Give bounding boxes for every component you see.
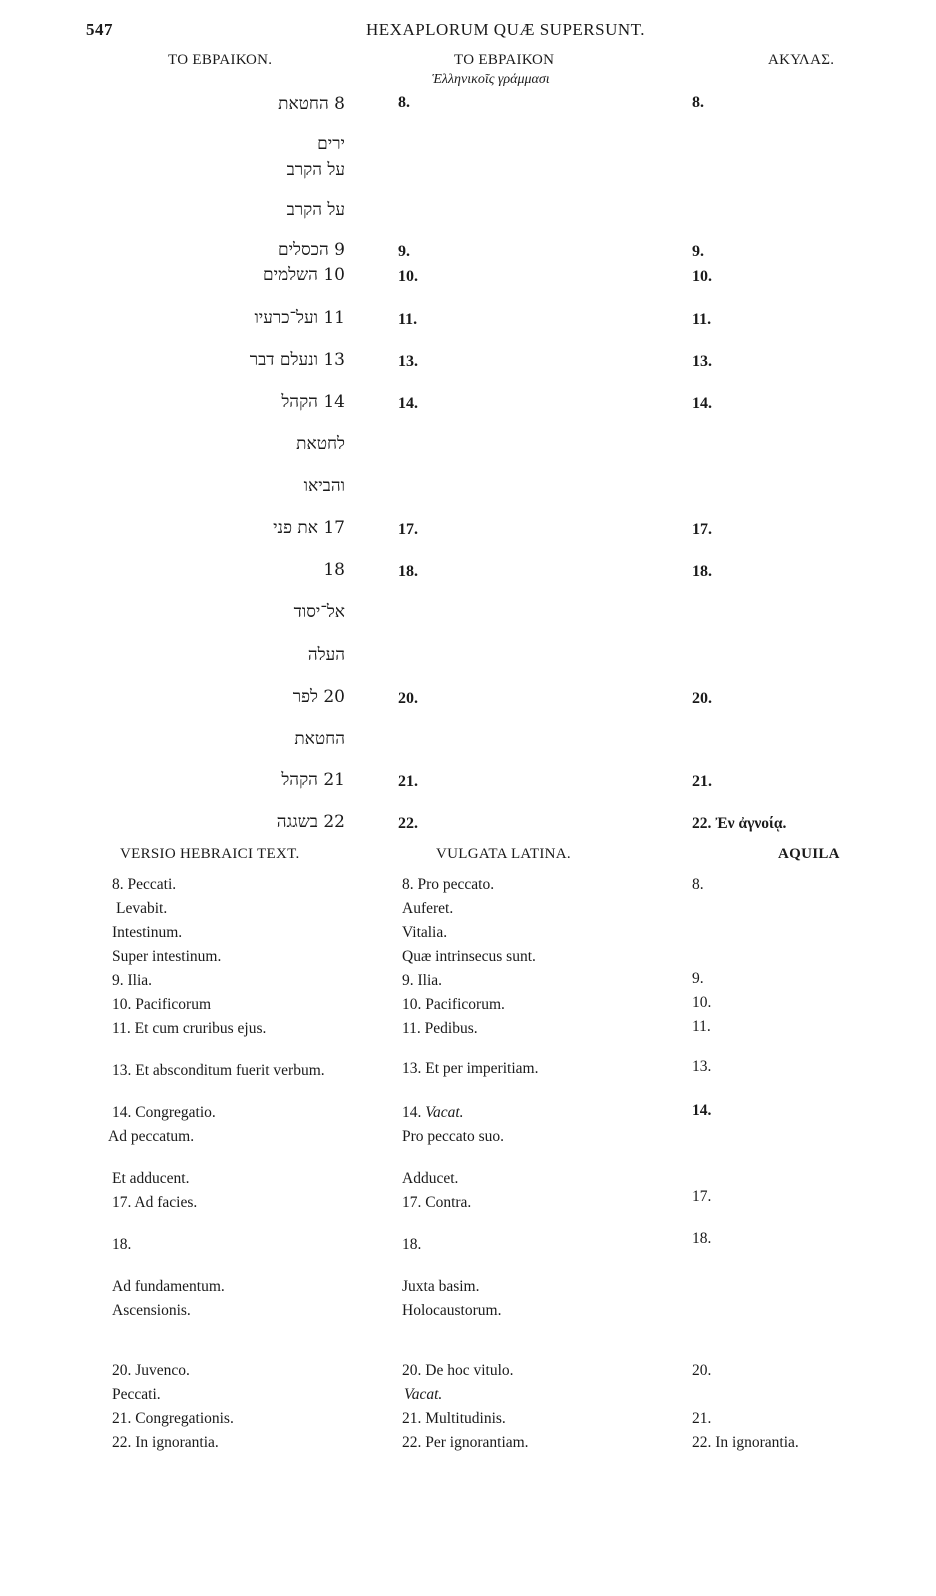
hebrew-column-heading: ΤΟ ΕΒΡΑΙΚΟΝ. [168,52,273,68]
aquila-cell: 20. [692,690,712,707]
versio-cell: 14. Congregatio. [112,1104,216,1121]
vulgata-cell: 20. De hoc vitulo. [402,1362,514,1379]
versio-cell: Et adducent. [112,1170,190,1187]
transliteration-cell: 11. [398,311,418,328]
versio-cell: Ad fundamentum. [112,1278,225,1295]
aquila-latin-cell: 22. In ignorantia. [692,1434,799,1451]
hebrew-cell: 11 ועל־כרעיו [254,308,345,328]
aquila-cell: 17. [692,521,712,538]
versio-cell: Intestinum. [112,924,183,941]
vulgata-cell: 8. Pro peccato. [402,876,495,893]
aquila-latin-cell: 11. [692,1018,711,1035]
vulgata-cell: Juxta basim. [402,1278,480,1295]
hebrew-cell: 9 הכסלים [277,240,345,260]
hebrew-cell: 13 ונעלם דבר [249,350,345,370]
vulgata-column-heading: VULGATA LATINA. [436,846,571,862]
versio-cell: 18. [112,1236,132,1253]
vulgata-cell: 9. Ilia. [402,972,443,989]
versio-cell: 10. Pacificorum [112,996,212,1013]
vulgata-cell: Holocaustorum. [402,1302,502,1319]
vulgata-cell: Auferet. [402,900,454,917]
versio-cell: 21. Congregationis. [112,1410,234,1427]
vulgata-cell: Quæ intrinsecus sunt. [402,948,536,965]
aquila-cell: 9. [692,243,704,260]
vulgata-cell: Vacat. [404,1386,443,1403]
transliteration-cell: 13. [398,353,418,370]
hebrew-cell: על הקרב [286,200,345,220]
transliteration-cell: 14. [398,395,418,412]
hebrew-cell: 22 בשגגה [276,812,345,832]
transliteration-cell: 21. [398,773,418,790]
transliteration-column-subheading: Ἑλληνικοῖς γράμμασι [432,72,550,87]
versio-column-heading: VERSIO HEBRAICI TEXT. [120,846,300,862]
versio-cell: 9. Ilia. [112,972,153,989]
hebrew-cell: העלה [307,645,345,665]
hebrew-cell: לחטאת [296,434,345,454]
aquila-latin-cell: 14. [692,1102,712,1119]
hebrew-cell: 21 הקהל [281,770,345,790]
versio-cell: Ad peccatum. [108,1128,195,1145]
running-title: HEXAPLORUM QUÆ SUPERSUNT. [366,20,646,39]
versio-cell: Peccati. [112,1386,161,1403]
versio-cell: 13. Et absconditum fuerit verbum. [112,1062,325,1079]
versio-cell: Levabit. [116,900,168,917]
transliteration-column-heading: ΤΟ ΕΒΡΑΙΚΟΝ [454,52,555,68]
page-number: 547 [86,20,113,39]
aquila-latin-cell: 10. [692,994,712,1011]
vulgata-cell: 10. Pacificorum. [402,996,505,1013]
aquila-latin-cell: 21. [692,1410,712,1427]
hebrew-cell: 14 הקהל [281,392,345,412]
hebrew-cell: 18 [323,560,345,580]
vulgata-cell: Vitalia. [402,924,448,941]
aquila-cell: 10. [692,268,712,285]
hebrew-cell: על הקרב [286,160,345,180]
vulgata-cell: 18. [402,1236,422,1253]
aquila-cell: 22. Ἐν ἀγνοίᾳ. [692,815,787,832]
transliteration-cell: 18. [398,563,418,580]
vulgata-cell: Pro peccato suo. [402,1128,505,1145]
aquila-latin-cell: 13. [692,1058,712,1075]
aquila-latin-cell: 8. [692,876,704,893]
vulgata-cell: 11. Pedibus. [402,1020,478,1037]
aquila-cell: 13. [692,353,712,370]
hebrew-cell: והביאו [303,476,345,496]
hebrew-cell: אל־יסוד [293,602,345,622]
vulgata-cell: 21. Multitudinis. [402,1410,506,1427]
transliteration-cell: 9. [398,243,410,260]
transliteration-cell: 20. [398,690,418,707]
vulgata-cell: 17. Contra. [402,1194,472,1211]
aquila-latin-cell: 9. [692,970,704,987]
hebrew-cell: 10 השלמים [263,265,345,285]
vulgata-cell: Adducet. [402,1170,459,1187]
hebrew-cell: 20 לפר [292,687,345,707]
transliteration-cell: 8. [398,94,410,111]
aquila-cell: 14. [692,395,712,412]
aquila-cell: 18. [692,563,712,580]
transliteration-cell: 10. [398,268,418,285]
aquila-column-heading: ΑΚΥΛΑΣ. [768,52,835,68]
aquila-cell: 21. [692,773,712,790]
hebrew-cell: 17 את פני [273,518,345,538]
aquila-latin-cell: 18. [692,1230,712,1247]
versio-cell: Ascensionis. [112,1302,191,1319]
vulgata-cell: 13. Et per imperitiam. [402,1060,539,1077]
hebrew-cell: ירים [317,134,345,154]
vulgata-cell: 22. Per ignorantiam. [402,1434,529,1451]
aquila-latin-cell: 17. [692,1188,712,1205]
versio-cell: 11. Et cum cruribus ejus. [112,1020,267,1037]
aquila-latin-column-heading: AQUILA [778,846,840,862]
hebrew-cell: 8 החטאת [278,94,345,114]
vulgata-cell: 14. Vacat. [402,1104,464,1121]
aquila-cell: 11. [692,311,712,328]
versio-cell: 20. Juvenco. [112,1362,190,1379]
versio-cell: Super intestinum. [112,948,222,965]
aquila-cell: 8. [692,94,704,111]
transliteration-cell: 17. [398,521,418,538]
versio-cell: 8. Peccati. [112,876,177,893]
hebrew-cell: החטאת [294,729,345,749]
versio-cell: 17. Ad facies. [112,1194,198,1211]
aquila-latin-cell: 20. [692,1362,712,1379]
versio-cell: 22. In ignorantia. [112,1434,219,1451]
transliteration-cell: 22. [398,815,418,832]
